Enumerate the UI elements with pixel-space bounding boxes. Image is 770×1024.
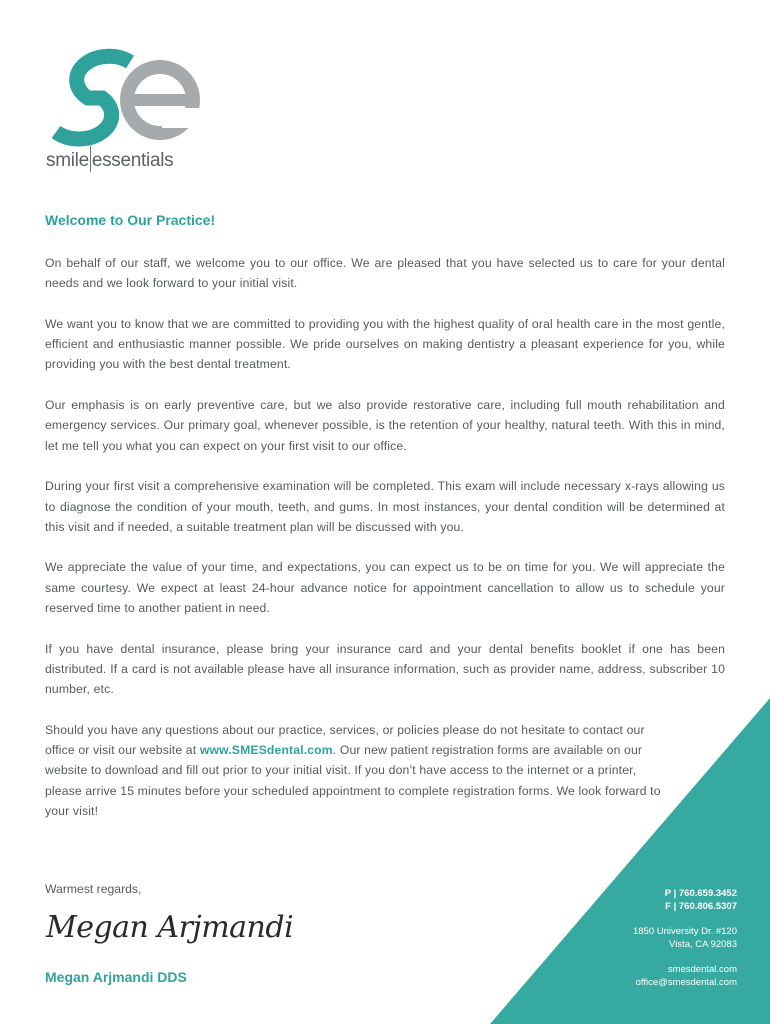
questions-text-start: Should you have any questions about our practice, services, or policies please do not hesitate to contact our office or visit our website at — [45, 722, 645, 758]
logo-divider — [90, 146, 91, 172]
paragraph-first-visit: During your first visit a comprehensive examination will be completed. This exam will include necessary x-rays allowing us to diagnose the condition of your mouth, teeth, and gums. In most instances, your dental condition will be determined at this visit and if needed, a suitable treatment plan will be discussed with you. — [45, 479, 725, 534]
contact-address — [633, 925, 737, 951]
questions-text-end: . Our new patient registration forms are available on our website to download and fill out prior to your initial visit. If you don’t have access to the internet or a printer, please arrive 15 minutes before your scheduled appointment to complete registration forms. We look forward to your visit! — [45, 743, 661, 819]
handwritten-signature: Megan Arjmandi — [46, 910, 294, 945]
address-line-1: 1850 University Dr. #120 — [632, 926, 737, 937]
letter-heading: Welcome to Our Practice! — [45, 212, 216, 228]
paragraph-insurance: If you have dental insurance, please bring your insurance card and your dental benefits booklet if one has been distributed. If a card is not available please have all insurance information, such as provider name, address, subscriber 10 number, etc. — [45, 641, 725, 697]
paragraph-time: We appreciate the value of your time, and expectations, you can expect us to be on time for you. We will appreciate the same courtesy. We expect at least 24-hour advance notice for appointment cancellation to allow us to schedule your reserved time to another patient in need. — [45, 560, 725, 616]
logo-word-essentials: essentials — [91, 150, 174, 171]
contact-phones — [665, 887, 737, 913]
signer-name: Megan Arjmandi DDS — [45, 969, 187, 985]
letter-body — [45, 253, 725, 842]
contact-web — [636, 963, 737, 989]
address-line-2: Vista, CA 92083 — [669, 939, 737, 950]
paragraph-welcome: On behalf of our staff, we welcome you to our office. We are pleased that you have selected us to care for your dental needs and we look forward to your initial visit. — [45, 256, 725, 291]
logo-word-smile: smile — [46, 150, 89, 171]
email-text[interactable]: office@smesdental.com — [635, 977, 737, 988]
paragraph-questions — [45, 720, 673, 821]
paragraph-commitment: We want you to know that we are committed to providing you with the highest quality of oral health care in the most gentle, efficient and enthusiastic manner possible. We pride ourselves on making dentistry a pleasant experience for you, while providing you with the best dental treatment. — [45, 316, 725, 372]
logo-wordmark — [46, 146, 173, 172]
phone-number: P | 760.659.3452 — [664, 888, 737, 899]
website-text[interactable]: smesdental.com — [667, 964, 737, 975]
closing-text: Warmest regards, — [45, 882, 142, 896]
fax-number: F | 760.806.5307 — [665, 901, 737, 912]
paragraph-emphasis: Our emphasis is on early preventive care, but we also provide restorative care, including full mouth rehabilitation and emergency services. Our primary goal, whenever possible, is the retention of your healthy, natural teeth. With this in mind, let me tell you what you can expect on your first visit to our office. — [45, 398, 725, 453]
website-link[interactable]: www.SMESdental.com — [199, 743, 333, 758]
